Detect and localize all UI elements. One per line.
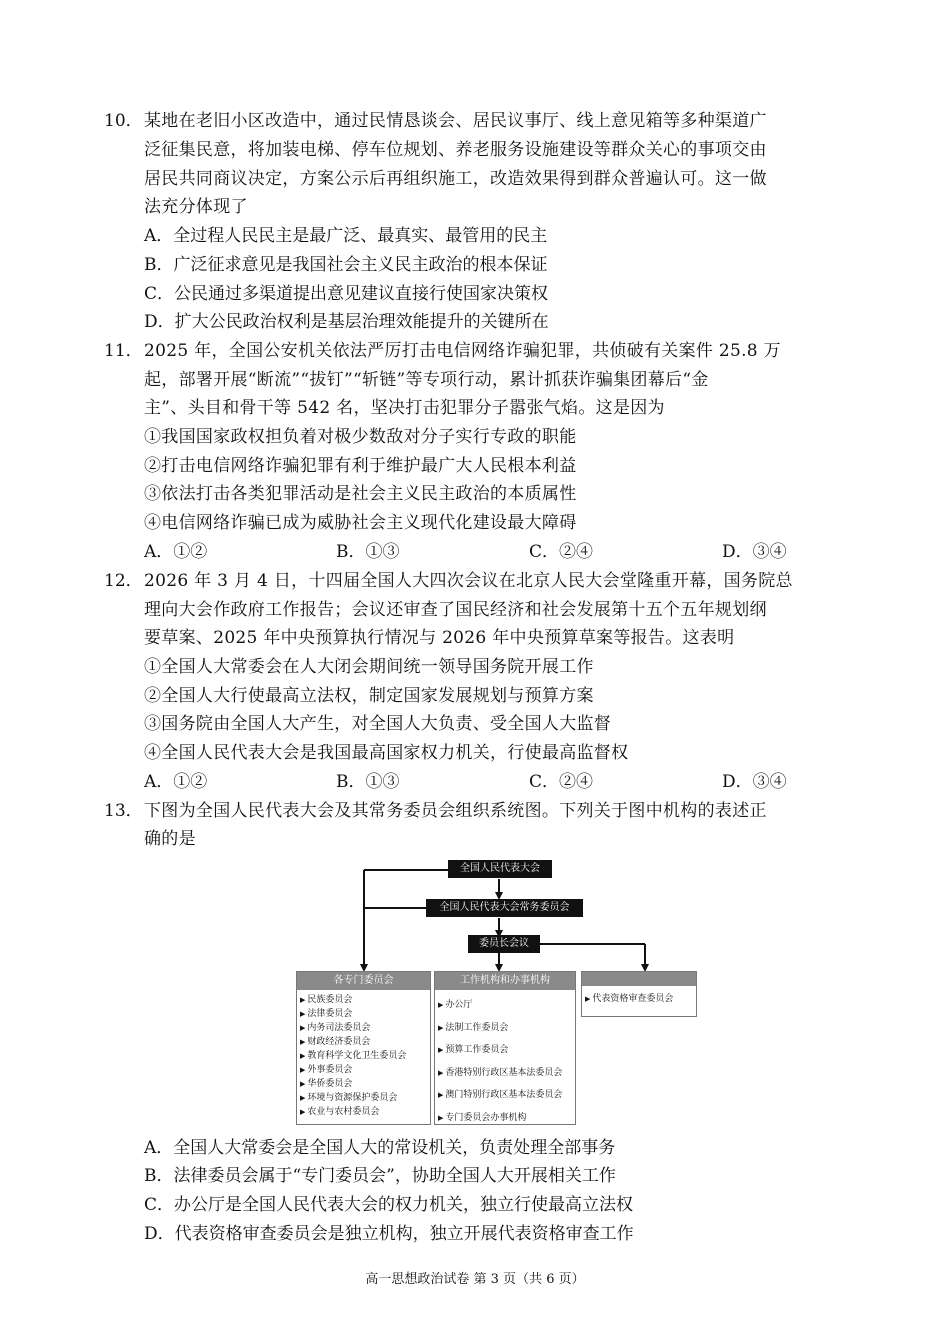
answer-option[interactable]: C．办公厅是全国人民代表大会的权力机关，独立行使最高立法权	[144, 1195, 634, 1215]
statement-line: ①我国国家政权担负着对极少数敌对分子实行专政的职能	[144, 427, 577, 447]
working-body-item: ▶ 办公厅	[438, 1000, 473, 1010]
question-text-line: 起，部署开展“断流”“拔钉”“斩链”等专项行动，累计抓获诈骗集团幕后“金	[144, 370, 709, 390]
committee-item: ▶ 财政经济委员会	[300, 1037, 371, 1047]
answer-choice[interactable]: C．②④	[529, 772, 594, 792]
triangle-bullet-icon: ▶	[300, 1080, 306, 1088]
answer-option[interactable]: D．扩大公民政治权利是基层治理效能提升的关键所在	[144, 312, 549, 332]
committee-item: ▶ 外事委员会	[300, 1065, 353, 1075]
answer-option[interactable]: A．全国人大常委会是全国人大的常设机关，负责处理全部事务	[144, 1138, 616, 1158]
org-chart-diagram	[296, 853, 698, 1131]
triangle-bullet-icon: ▶	[300, 996, 306, 1004]
committee-item: ▶ 法律委员会	[300, 1009, 353, 1019]
committee-item: ▶ 教育科学文化卫生委员会	[300, 1051, 407, 1061]
triangle-bullet-icon: ▶	[300, 1010, 306, 1018]
working-body-item: ▶ 香港特别行政区基本法委员会	[438, 1067, 563, 1078]
triangle-bullet-icon: ▶	[585, 995, 591, 1003]
triangle-bullet-icon: ▶	[438, 1023, 444, 1032]
credentials-item: ▶ 代表资格审查委员会	[585, 994, 674, 1004]
working-body-item: ▶ 专门委员会办事机构	[438, 1112, 527, 1123]
answer-option[interactable]: B．法律委员会属于“专门委员会”，协助全国人大开展相关工作	[144, 1166, 616, 1186]
answer-option[interactable]: C．公民通过多渠道提出意见建议直接行使国家决策权	[144, 284, 549, 304]
answer-choice[interactable]: C．②④	[529, 542, 594, 562]
standing-committee-box: 全国人民代表大会常务委员会	[426, 899, 583, 917]
question-text-line: 2025 年，全国公安机关依法严厉打击电信网络诈骗犯罪，共侦破有关案件 25.8 万	[144, 341, 781, 361]
triangle-bullet-icon: ▶	[300, 1052, 306, 1060]
statement-line: ③国务院由全国人大产生，对全国人大负责、受全国人大监督	[144, 714, 612, 734]
statement-line: ①全国人大常委会在人大闭会期间统一领导国务院开展工作	[144, 657, 594, 677]
answer-option[interactable]: A．全过程人民民主是最广泛、最真实、最管用的民主	[144, 226, 548, 246]
question-text-line: 法充分体现了	[144, 197, 248, 217]
npc-box: 全国人民代表大会	[448, 860, 552, 878]
triangle-bullet-icon: ▶	[300, 1038, 306, 1046]
question-text-line: 某地在老旧小区改造中，通过民情恳谈会、居民议事厅、线上意见箱等多种渠道广	[144, 111, 767, 131]
answer-choice[interactable]: B．①③	[336, 772, 400, 792]
working-bodies-panel	[434, 971, 576, 1125]
committee-item: ▶ 华侨委员会	[300, 1079, 353, 1089]
question-text-line: 要草案、2025 年中央预算执行情况与 2026 年中央预算草案等报告。这表明	[144, 628, 735, 648]
answer-option[interactable]: D．代表资格审查委员会是独立机构，独立开展代表资格审查工作	[144, 1224, 634, 1244]
triangle-bullet-icon: ▶	[438, 1046, 444, 1054]
answer-choice[interactable]: A．①②	[144, 772, 208, 792]
panel-title: 各专门委员会	[297, 972, 430, 990]
question-text-line: 确的是	[144, 829, 196, 849]
triangle-bullet-icon: ▶	[438, 1068, 444, 1077]
answer-choice[interactable]: D．③④	[722, 772, 787, 792]
triangle-bullet-icon: ▶	[438, 1001, 444, 1009]
answer-option[interactable]: B．广泛征求意见是我国社会主义民主政治的根本保证	[144, 255, 548, 275]
statement-line: ④电信网络诈骗已成为威胁社会主义现代化建设最大障碍	[144, 513, 577, 533]
question-number: 13．	[104, 801, 143, 821]
committee-item: ▶ 农业与农村委员会	[300, 1107, 380, 1117]
answer-choice[interactable]: A．①②	[144, 542, 208, 562]
question-text-line: 理向大会作政府工作报告；会议还审查了国民经济和社会发展第十五个五年规划纲	[144, 600, 767, 620]
panel-title: 工作机构和办事机构	[435, 972, 575, 990]
credentials-panel	[581, 971, 697, 1017]
triangle-bullet-icon: ▶	[300, 1094, 306, 1102]
triangle-bullet-icon: ▶	[300, 1066, 306, 1074]
working-body-item: ▶ 预算工作委员会	[438, 1045, 509, 1055]
question-text-line: 主”、头目和骨干等 542 名，坚决打击犯罪分子嚣张气焰。这是因为	[144, 398, 665, 418]
question-number: 12．	[104, 571, 143, 591]
chairmen-meeting-box: 委员长会议	[468, 935, 540, 953]
committee-item: ▶ 民族委员会	[300, 995, 353, 1005]
special-committees-panel	[296, 971, 431, 1125]
page-footer: 高一思想政治试卷 第 3 页（共 6 页）	[365, 1272, 585, 1287]
answer-choice[interactable]: D．③④	[722, 542, 787, 562]
committee-item: ▶ 内务司法委员会	[300, 1023, 371, 1033]
triangle-bullet-icon: ▶	[438, 1113, 444, 1122]
working-body-item: ▶ 法制工作委员会	[438, 1022, 509, 1033]
question-text-line: 下图为全国人民代表大会及其常务委员会组织系统图。下列关于图中机构的表述正	[144, 801, 767, 821]
statement-line: ③依法打击各类犯罪活动是社会主义民主政治的本质属性	[144, 484, 577, 504]
working-body-item: ▶ 澳门特别行政区基本法委员会	[438, 1090, 563, 1100]
question-text-line: 泛征集民意，将加装电梯、停车位规划、养老服务设施建设等群众关心的事项交由	[144, 140, 767, 160]
triangle-bullet-icon: ▶	[438, 1091, 444, 1099]
panel-title	[582, 972, 696, 986]
statement-line: ②全国人大行使最高立法权，制定国家发展规划与预算方案	[144, 686, 594, 706]
committee-item: ▶ 环境与资源保护委员会	[300, 1093, 398, 1103]
question-number: 10．	[104, 111, 143, 131]
answer-choice[interactable]: B．①③	[336, 542, 400, 562]
question-number: 11．	[104, 341, 143, 361]
statement-line: ②打击电信网络诈骗犯罪有利于维护最广大人民根本利益	[144, 456, 577, 476]
question-text-line: 2026 年 3 月 4 日，十四届全国人大四次会议在北京人民大会堂隆重开幕，国务院总	[144, 571, 793, 591]
triangle-bullet-icon: ▶	[300, 1024, 306, 1032]
question-text-line: 居民共同商议决定，方案公示后再组织施工，改造效果得到群众普遍认可。这一做	[144, 169, 767, 189]
triangle-bullet-icon: ▶	[300, 1108, 306, 1116]
statement-line: ④全国人民代表大会是我国最高国家权力机关，行使最高监督权	[144, 743, 629, 763]
